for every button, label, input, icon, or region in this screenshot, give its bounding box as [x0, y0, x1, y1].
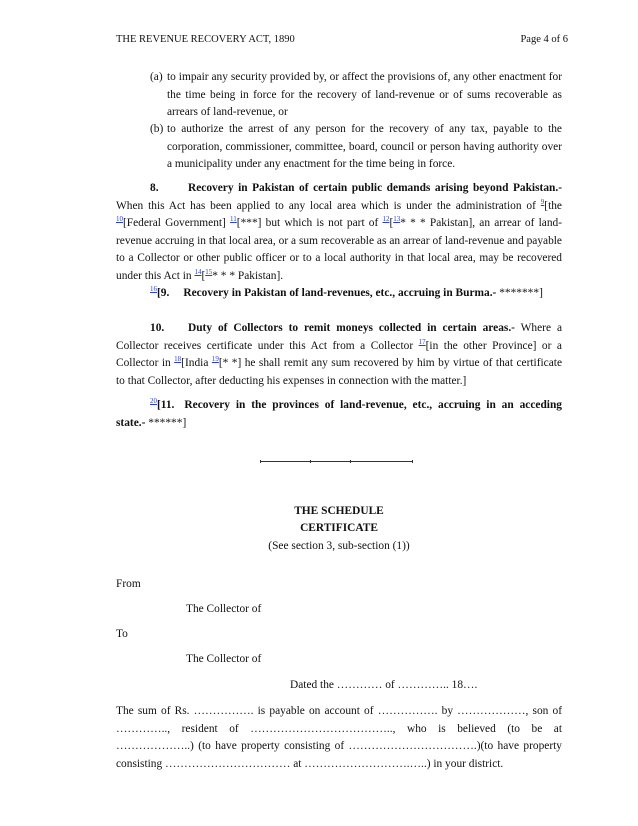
- section-heading: Recovery in Pakistan of land-revenues, etc., accruing in Burma.-: [183, 287, 497, 299]
- certificate-body: The sum of Rs. ……………. is payable on account of ……………. by ………………, son of ………….., resident of ……………………………….., who is believed (to be at ………………..) (to have property consisting of …………………………….)(to have property consisting …………………………… at ……………………….…..) in your district.: [116, 705, 562, 770]
- footnote-link[interactable]: 17: [418, 337, 426, 346]
- footnote-link[interactable]: 10: [116, 215, 123, 224]
- footnote-link[interactable]: 12: [382, 215, 390, 224]
- from-label: From: [116, 578, 141, 590]
- section-number: [11.: [157, 399, 175, 411]
- dated-line: Dated the ………… of ………….. 18….: [290, 679, 478, 691]
- section-9: $^{16}$[9. Recovery in Pakistan of land-revenues, etc., accruing in Burma.- *******]: [150, 285, 543, 299]
- footnote-link[interactable]: 18: [174, 355, 182, 364]
- to-label: To: [116, 628, 128, 640]
- schedule-reference: (See section 3, sub-section (1)): [268, 540, 410, 552]
- section-number: 10.: [150, 322, 165, 334]
- act-title: THE REVENUE RECOVERY ACT, 1890: [116, 34, 295, 45]
- footnote-link[interactable]: 11: [230, 215, 237, 224]
- clause-a: [150, 69, 562, 122]
- section-11: $^{20}$[11. Recovery in the provinces of land-revenue, etc., accruing in an acceding state.- ******]: [116, 397, 562, 429]
- footnote-link[interactable]: 16: [150, 285, 157, 294]
- footnote-link[interactable]: 19: [211, 355, 219, 364]
- section-number: 8.: [150, 182, 159, 194]
- clause-text: to authorize the arrest of any person for the recovery of any tax, payable to the corporation, commissioner, committee, board, council or person having authority over a municipality under any enactment for the time being in force.: [167, 123, 562, 170]
- schedule-subtitle: CERTIFICATE: [300, 522, 378, 534]
- clause-label: (b): [150, 123, 164, 135]
- page-header: [116, 34, 568, 45]
- footnote-link[interactable]: 9: [540, 197, 545, 206]
- clause-b: [150, 121, 562, 174]
- section-heading: Recovery in the provinces of land-revenue, etc., accruing in an acceding state.-: [116, 399, 562, 429]
- schedule-title: THE SCHEDULE: [294, 505, 384, 517]
- page-number: Page 4 of 6: [520, 34, 568, 45]
- section-heading: Recovery in Pakistan of certain public demands arising beyond Pakistan.-: [188, 182, 562, 194]
- section-10: 10. Duty of Collectors to remit moneys collected in certain areas.- Where a Collector receives certificate under this Act from a Collector $^{17}$[in the other Province] or a Collector in $^{18}$[India $^{19}$[* *] he shall remit any sum recovered by him by virtue of that certificate to that Collector, after deducting his expenses in connection with the matter.]: [116, 322, 562, 387]
- section-8: 8. Recovery in Pakistan of certain public demands arising beyond Pakistan.- When this Act has been applied to any local area which is under the administration of $^9$[the $^{10}$[Federal Government] $^{11}$[***] but which is not part of $^{12}$[$^{13}$* * * Pakistan], an arrear of land-revenue accruing in that local area, or a sum recoverable as an arrear of land-revenue and payable to a Collector or other public officer or to a local authority in that local area, may be recovered under this Act in $^{14}$[$^{15}$* * * Pakistan].: [116, 182, 563, 282]
- footnote-link[interactable]: 13: [393, 215, 401, 224]
- clause-text: to impair any security provided by, or affect the provisions of, any other enactment for the time being in force for the recovery of land-revenue or of sums recoverable as arrears of land-revenue, or: [167, 71, 562, 118]
- footnote-link[interactable]: 15: [205, 267, 213, 276]
- section-number: [9.: [157, 287, 170, 299]
- collector-to: The Collector of: [186, 653, 262, 665]
- collector-from: The Collector of: [186, 603, 262, 615]
- footnote-link[interactable]: 14: [194, 267, 202, 276]
- clause-label: (a): [150, 71, 163, 83]
- footnote-link[interactable]: 20: [150, 397, 157, 406]
- section-divider: [260, 461, 413, 462]
- section-heading: Duty of Collectors to remit moneys collected in certain areas.-: [188, 322, 515, 334]
